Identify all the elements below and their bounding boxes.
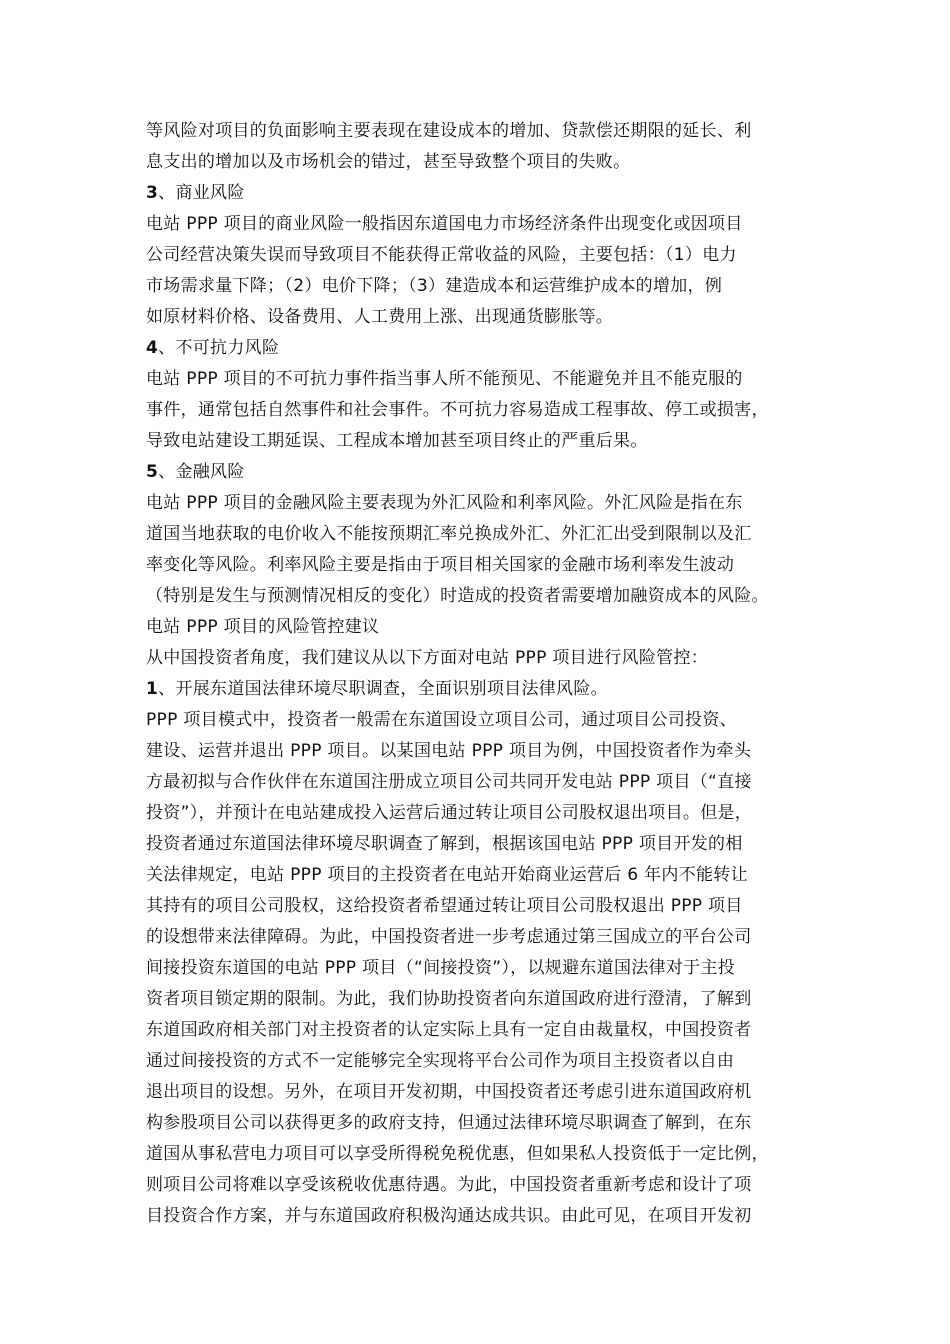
section-number: 3 (146, 183, 159, 203)
text-line: 电站 PPP 项目的商业风险一般指因东道国电力市场经济条件出现变化或因项目 (146, 214, 743, 234)
text-line: 建设、运营并退出 PPP 项目。以某国电站 PPP 项目为例，中国投资者作为牵头 (146, 741, 752, 761)
text-line: 则项目公司将难以享受该税收优惠待遇。为此，中国投资者重新考虑和设计了项 (146, 1175, 752, 1195)
section-number: 5 (146, 462, 159, 482)
text-line: 东道国政府相关部门对主投资者的认定实际上具有一定自由裁量权，中国投资者 (146, 1020, 752, 1040)
text-line: 如原材料价格、设备费用、人工费用上涨、出现通货膨胀等。 (146, 307, 614, 327)
document-body (146, 116, 826, 1232)
text-line: 导致电站建设工期延误、工程成本增加甚至项目终止的严重后果。 (146, 431, 648, 451)
text-line: 的设想带来法律障碍。为此，中国投资者进一步考虑通过第三国成立的平台公司 (146, 927, 752, 947)
section-title: 电站 PPP 项目的风险管控建议 (146, 617, 380, 637)
section-heading (146, 612, 826, 643)
section-number: 1 (146, 679, 159, 699)
text-line: PPP 项目模式中，投资者一般需在东道国设立项目公司，通过项目公司投资、 (146, 710, 737, 730)
section-number: 4 (146, 338, 159, 358)
text-line: 方最初拟与合作伙伴在东道国注册成立项目公司共同开发电站 PPP 项目（“直接 (146, 772, 752, 792)
section-heading (146, 333, 826, 364)
text-line: 投资”），并预计在电站建成投入运营后通过转让项目公司股权退出项目。但是， (146, 803, 753, 823)
text-line: 其持有的项目公司股权，这给投资者希望通过转让项目公司股权退出 PPP 项目 (146, 896, 743, 916)
text-line: 间接投资东道国的电站 PPP 项目（“间接投资”），以规避东道国法律对于主投 (146, 958, 736, 978)
text-line: 市场需求量下降；（2）电价下降；（3）建造成本和运营维护成本的增加，例 (146, 276, 723, 296)
text-line: 道国当地获取的电价收入不能按预期汇率兑换成外汇、外汇汇出受到限制以及汇 (146, 524, 752, 544)
text-line: 通过间接投资的方式不一定能够完全实现将平台公司作为项目主投资者以自由 (146, 1051, 735, 1071)
text-line: 从中国投资者角度，我们建议从以下方面对电站 PPP 项目进行风险管控： (146, 648, 709, 668)
text-line: 率变化等风险。利率风险主要是指由于项目相关国家的金融市场利率发生波动 (146, 555, 735, 575)
text-line: 投资者通过东道国法律环境尽职调查了解到，根据该国电站 PPP 项目开发的相 (146, 834, 743, 854)
section-title: 、商业风险 (158, 183, 245, 203)
text-line: 公司经营决策失误而导致项目不能获得正常收益的风险，主要包括：（1）电力 (146, 245, 737, 265)
section-heading (146, 674, 826, 705)
text-line: 电站 PPP 项目的不可抗力事件指当事人所不能预见、不能避免并且不能克服的 (146, 369, 743, 389)
text-line: 退出项目的设想。另外，在项目开发初期，中国投资者还考虑引进东道国政府机 (146, 1082, 752, 1102)
section-title: 、不可抗力风险 (158, 338, 280, 358)
text-line: 道国从事私营电力项目可以享受所得税免税优惠，但如果私人投资低于一定比例， (146, 1144, 769, 1164)
section-title: 、开展东道国法律环境尽职调查，全面识别项目法律风险。 (158, 679, 608, 699)
text-line: 资者项目锁定期的限制。为此，我们协助投资者向东道国政府进行澄清，了解到 (146, 989, 752, 1009)
text-line: （特别是发生与预测情况相反的变化）时造成的投资者需要增加融资成本的风险。 (146, 586, 769, 606)
text-line: 目投资合作方案，并与东道国政府积极沟通达成共识。由此可见，在项目开发初 (146, 1206, 752, 1226)
section-title: 、金融风险 (158, 462, 245, 482)
section-heading (146, 457, 826, 488)
text-line: 事件，通常包括自然事件和社会事件。不可抗力容易造成工程事故、停工或损害， (146, 400, 769, 420)
text-line: 构参股项目公司以获得更多的政府支持，但通过法律环境尽职调查了解到，在东 (146, 1113, 752, 1133)
text-line: 息支出的增加以及市场机会的错过，甚至导致整个项目的失败。 (146, 152, 631, 172)
section-heading (146, 178, 826, 209)
text-line: 关法律规定，电站 PPP 项目的主投资者在电站开始商业运营后 6 年内不能转让 (146, 865, 748, 885)
text-line: 电站 PPP 项目的金融风险主要表现为外汇风险和利率风险。外汇风险是指在东 (146, 493, 743, 513)
text-line: 等风险对项目的负面影响主要表现在建设成本的增加、贷款偿还期限的延长、利 (146, 121, 752, 141)
